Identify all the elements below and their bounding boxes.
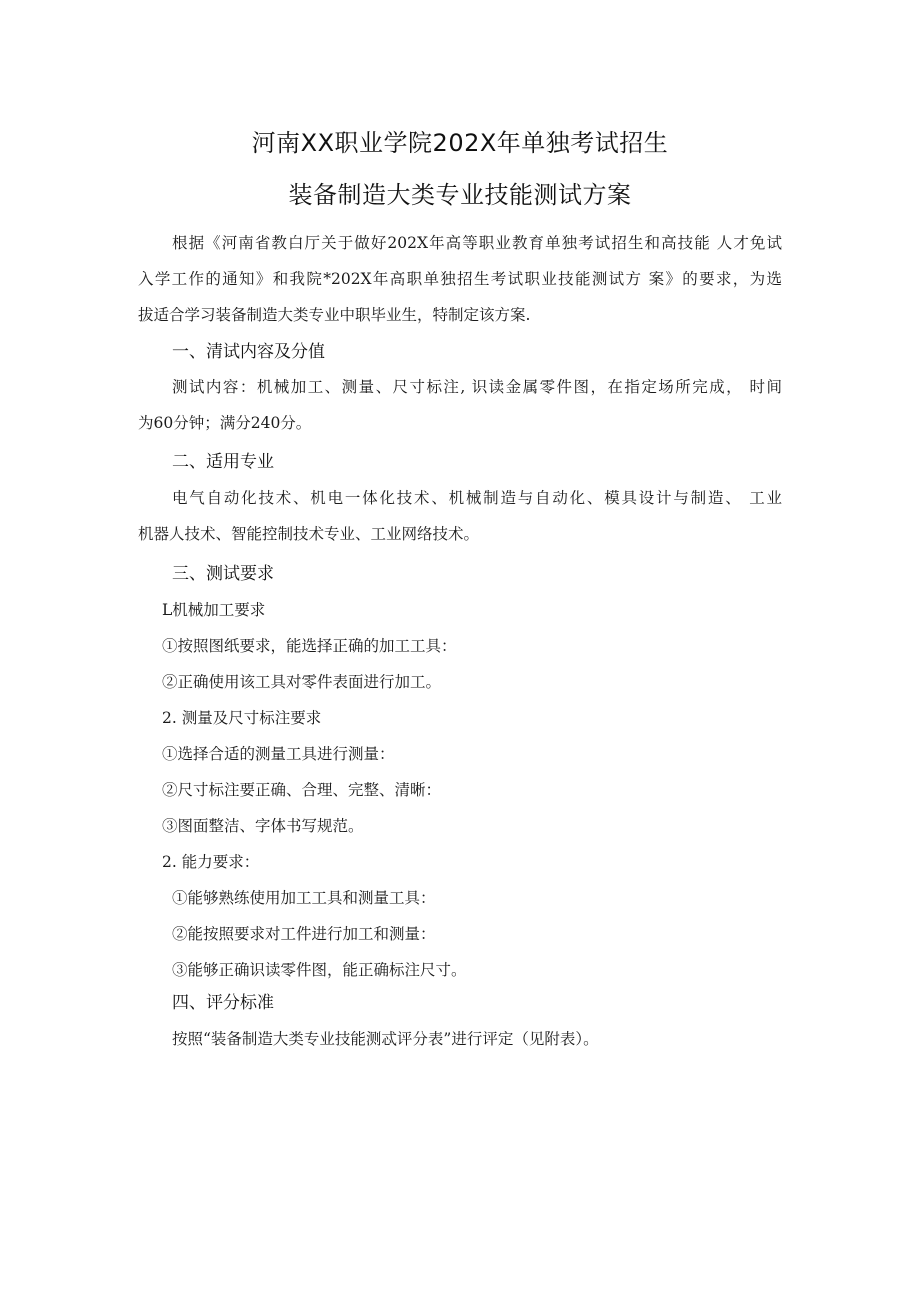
section3-item-11: ③能够正确识读零件图，能正确标注尺寸。 [172,961,467,979]
section3-item-3: ②正确使用该工具对零件表面进行加工。 [162,673,442,691]
section1-heading: 一、清试内容及分值 [172,342,325,362]
section3-item-7: ③图面整洁、字体书写规范。 [162,817,364,835]
section3-item-4: 2. 测量及尺寸标注要求 [162,709,322,727]
section3-item-10: ②能按照要求对工件进行加工和测量： [172,925,436,943]
intro-line-1: 根据《河南省教白厅关于做好202X年高等职业教育单独考试招生和高技能 人才免试 [172,234,782,252]
intro-line-3: 拔适合学习装备制造大类专业中职毕业生，特制定该方案. [138,306,531,324]
intro-line-2: 入学工作的通知》和我院*202X年高职单独招生考试职业技能测试方 案》的要求，为选 [138,270,782,288]
document-title-line1: 河南XX职业学院202X年单独考试招生 [251,129,669,157]
section3-item-9: ①能够熟练使用加工工具和测量工具： [172,889,436,907]
section3-item-8: 2. 能力要求： [162,853,260,871]
section3-heading: 三、测试要求 [172,564,274,584]
section3-item-5: ①选择合适的测量工具进行测量： [162,745,395,763]
section1-line-2: 为60分钟；满分240分。 [138,414,312,432]
section2-line-1: 电气自动化技术、机电一体化技术、机械制造与自动化、模具设计与制造、 工业 [172,489,782,507]
section4-heading: 四、评分标准 [172,993,274,1013]
section3-item-6: ②尺寸标注要正确、合理、完整、清晰： [162,781,442,799]
section1-line-1: 测试内容：机械加工、测量、尺寸标注, 识读金属零件图，在指定场所完成， 时间 [172,378,782,396]
section3-item-1: L机械加工要求 [162,601,266,619]
section2-heading: 二、适用专业 [172,452,274,472]
section3-item-2: ①按照图纸要求，能选择正确的加工工具： [162,637,457,655]
section2-line-2: 机器人技术、智能控制技术专业、工业网络技术。 [138,525,480,543]
section4-line-1: 按照“装备制造大类专业技能测忒评分表”进行评定（见附表）。 [172,1030,599,1048]
document-title-line2: 装备制造大类专业技能测试方案 [288,181,632,209]
